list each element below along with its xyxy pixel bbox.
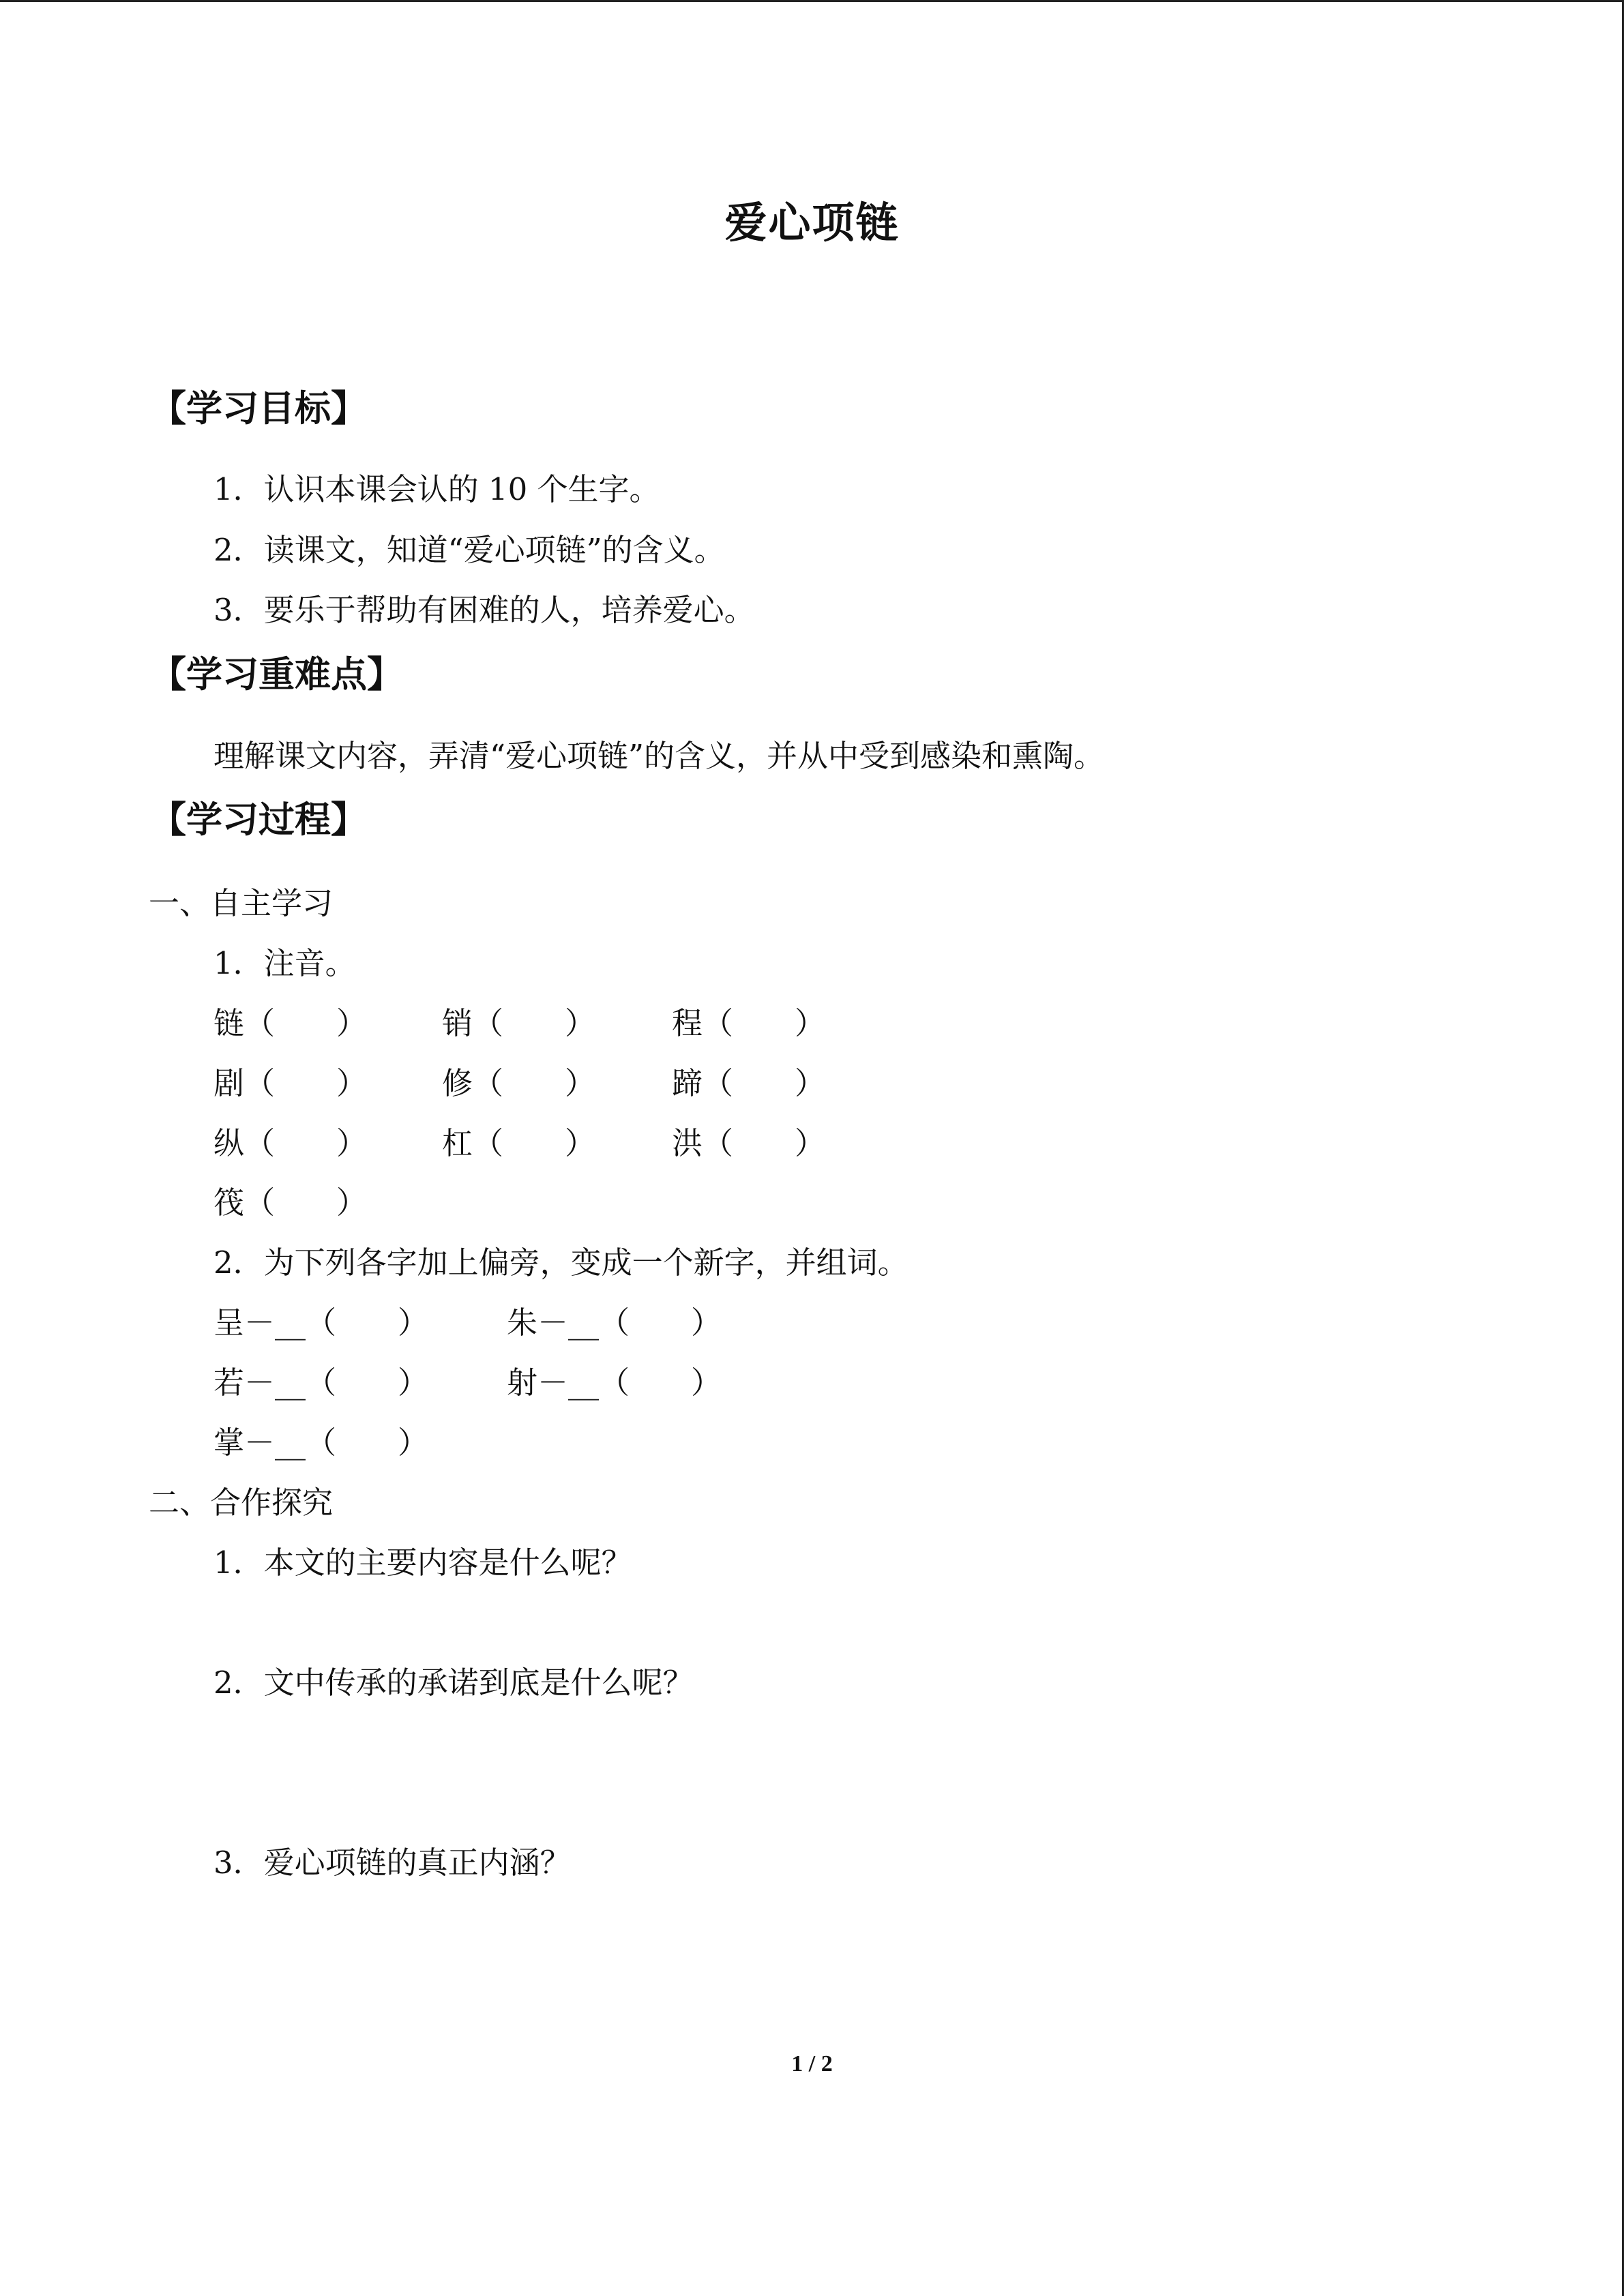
pinyin-cell: 销（ ） xyxy=(442,1005,596,1041)
page-title: 爱心项链 xyxy=(724,198,900,248)
radical-cell: 若－__（ ） xyxy=(213,1365,429,1401)
page-border-top xyxy=(0,0,1624,2)
part1-title: 一、自主学习 xyxy=(149,885,334,921)
pinyin-cell: 纵（ ） xyxy=(213,1125,368,1161)
radical-cell: 射－__（ ） xyxy=(507,1365,722,1401)
part2-question: 1．本文的主要内容是什么呢？ xyxy=(213,1545,632,1581)
key-points-heading: 【学习重难点】 xyxy=(150,654,403,696)
pinyin-cell: 杠（ ） xyxy=(442,1125,596,1161)
goal-item: 1．认识本课会认的 10 个生字。 xyxy=(213,471,660,507)
radical-cell: 呈－__（ ） xyxy=(213,1304,429,1341)
part2-question: 2．文中传承的承诺到底是什么呢？ xyxy=(213,1665,694,1701)
pinyin-cell: 筏（ ） xyxy=(213,1184,368,1221)
process-heading: 【学习过程】 xyxy=(150,799,367,841)
pinyin-cell: 链（ ） xyxy=(213,1005,368,1041)
key-points-text: 理解课文内容，弄清“爱心项链”的含义，并从中受到感染和熏陶。 xyxy=(213,738,1105,774)
pinyin-cell: 蹄（ ） xyxy=(672,1065,826,1101)
q1-label: 1．注音。 xyxy=(213,945,356,981)
pinyin-cell: 剧（ ） xyxy=(213,1065,368,1101)
pinyin-cell: 洪（ ） xyxy=(672,1125,826,1161)
part2-question: 3．爱心项链的真正内涵？ xyxy=(213,1845,571,1881)
goal-item: 3．要乐于帮助有困难的人，培养爱心。 xyxy=(213,592,755,628)
q2-label: 2．为下列各字加上偏旁，变成一个新字，并组词。 xyxy=(213,1244,909,1281)
radical-cell: 掌－__（ ） xyxy=(213,1425,429,1461)
page-number: 1 / 2 xyxy=(791,2051,833,2076)
pinyin-cell: 修（ ） xyxy=(442,1065,596,1101)
goal-item: 2．读课文，知道“爱心项链”的含义。 xyxy=(213,532,725,568)
part2-title: 二、合作探究 xyxy=(149,1485,334,1521)
goals-heading: 【学习目标】 xyxy=(150,388,367,430)
pinyin-cell: 程（ ） xyxy=(672,1005,826,1041)
radical-cell: 朱－__（ ） xyxy=(507,1304,722,1341)
